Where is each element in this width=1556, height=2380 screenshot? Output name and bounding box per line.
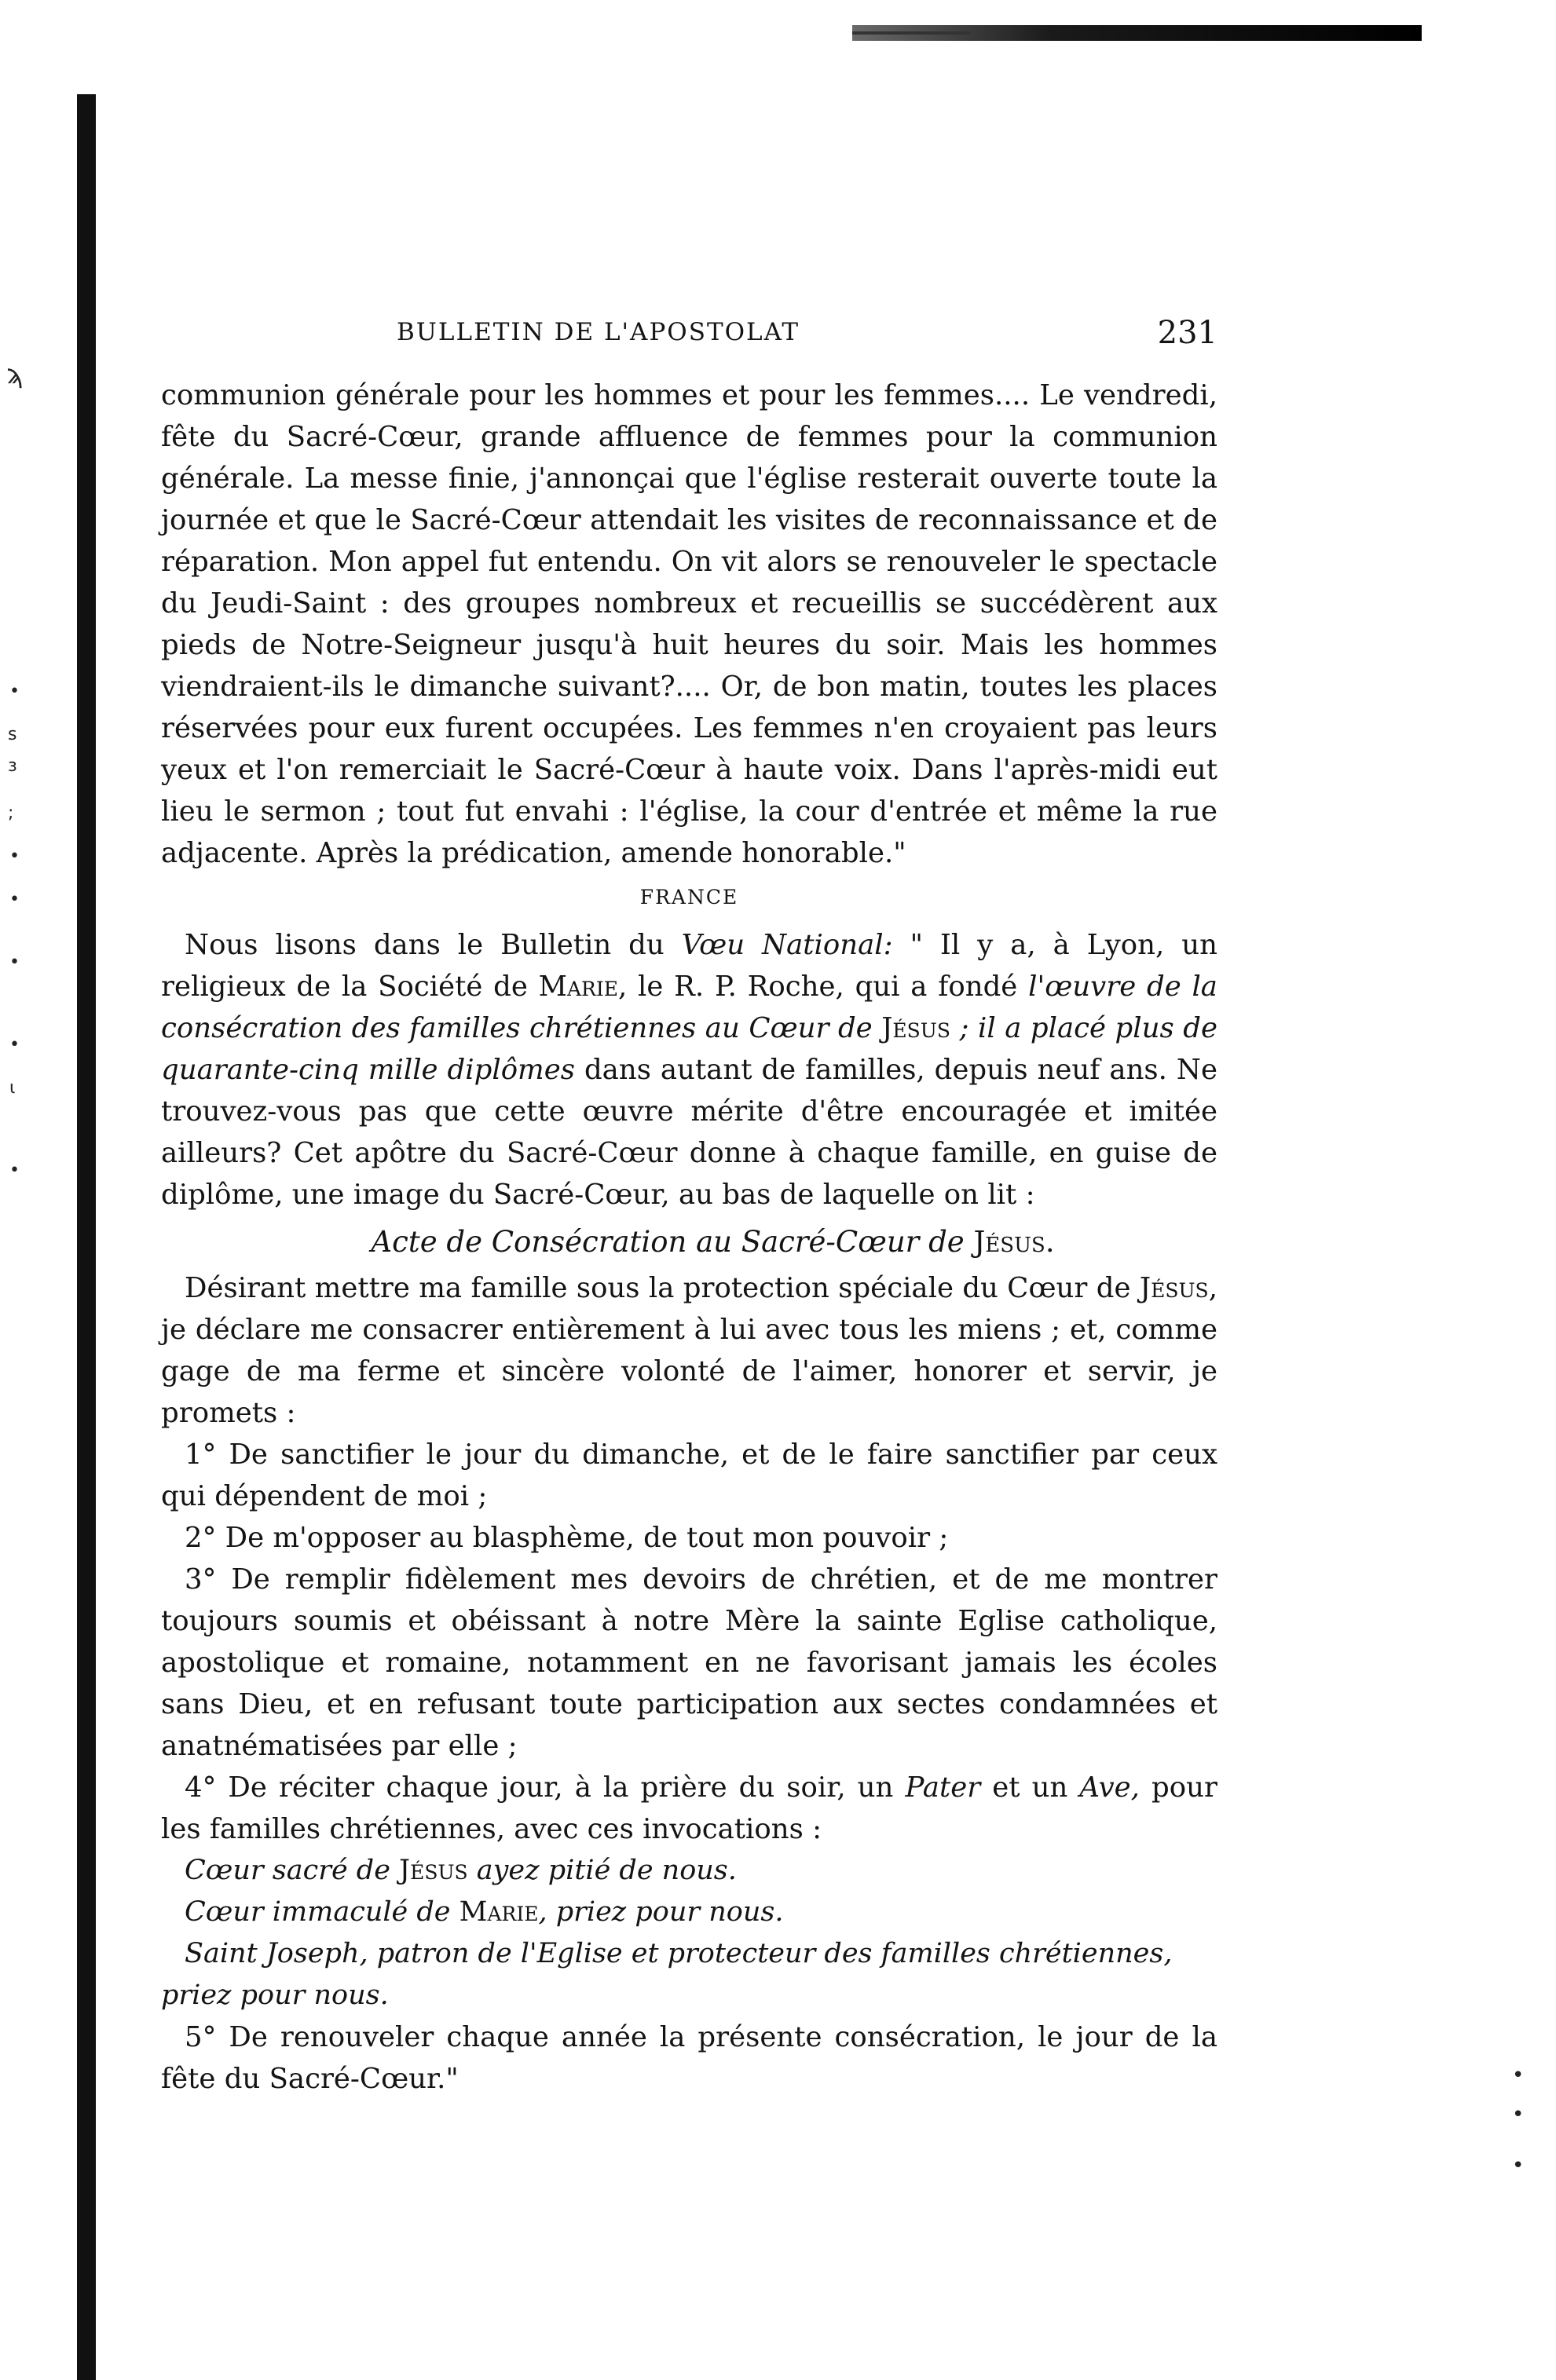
margin-mark: • [9,846,20,866]
text-run: ayez pitié de nous. [476,1855,737,1886]
right-margin-mark: • [1512,2154,1525,2177]
margin-glyph: ϡ [6,359,24,390]
italic-run: Vœu National: [681,929,893,961]
promise-item-3: 3° De remplir fidèlement mes devoirs de chrétien, et de me montrer toujours soumis et obéissant à notre Mère la sainte Eglise catholique, apostolique et romaine, notamment en ne favorisant jamais les écoles sans Dieu, et en refusant toute participation aux sectes condamnées et anatnématisées par elle ; [161,1563,1217,1762]
margin-mark: ι [9,1078,16,1098]
text-run: , je déclare me consacrer entièrement à lui avec tous les miens ; et, comme gage de ma ferme et sincère volonté de l'aimer, honorer et servir, je promets : [161,1272,1217,1429]
margin-mark: • [9,890,20,909]
text-run: Désirant mettre ma famille sous la protection spéciale du Cœur de [185,1272,1131,1304]
small-caps-run: Jésus [1139,1272,1209,1304]
paragraph-consecration-intro [161,1267,1217,1434]
top-edge-rule-thin [852,31,970,35]
text-run: , priez pour nous. [538,1896,784,1928]
act-title [208,1219,1217,1266]
promise-item-5: 5° De renouveler chaque année la présente consécration, le jour de la fête du Sacré-Cœur." [161,2021,1217,2095]
paragraph-france [161,924,1217,1216]
invocation-1 [161,1850,1217,1892]
italic-run: Ave, [1079,1771,1140,1804]
margin-mark: ɜ [8,756,17,776]
promise-item-2: 2° De m'opposer au blasphème, de tout mon pouvoir ; [185,1522,949,1554]
text-run: Cœur sacré de [185,1855,390,1886]
small-caps-run: Marie [538,971,619,1003]
text-run: Cœur immaculé de [185,1896,451,1928]
text-run: Nous lisons dans le Bulletin du [185,929,665,961]
small-caps-run: Jésus [399,1855,468,1886]
running-title: BULLETIN DE L'APOSTOLAT [397,318,800,346]
margin-mark: • [9,1161,20,1180]
right-margin-mark: • [1512,2064,1525,2087]
invocation-2 [161,1892,1217,1933]
margin-mark: • [9,1035,20,1055]
text-run: pour les familles chrétiennes, avec ces invocations : [161,1771,1217,1845]
paragraph-communion: communion générale pour les hommes et pour les femmes.... Le vendredi, fête du Sacré-Cœur, grande affluence de femmes pour la communion générale. La messe finie, j'annonçai que l'église resterait ouverte toute la journée et que le Sacré-Cœur attendait les visites de reconnaissance et de réparation. Mon appel fut entendu. On vit alors se renouveler le spectacle du Jeudi-Saint : des groupes nombreux et recueillis se succédèrent aux pieds de Notre-Seigneur jusqu'à huit heures du soir. Mais les hommes viendraient-ils le dimanche suivant?.... Or, de bon matin, toutes les places réservées pour eux furent occupées. Les femmes n'en croyaient pas leurs yeux et l'on remerciait le Sacré-Cœur à haute voix. Dans l'après-midi eut lieu le sermon ; tout fut envahi : l'église, la cour d'entrée et même la rue adjacente. Après la prédication, amende honorable." [161,379,1217,869]
promise-item-4 [161,1767,1217,1850]
section-heading-france: FRANCE [639,886,739,908]
italic-run: ; il a placé plus de quarante-cinq mille diplômes [161,1012,1217,1086]
act-title-jesus: Jésus. [973,1225,1055,1259]
text-run: , le R. P. Roche, qui a fondé [618,971,1018,1003]
invocation-3-continued: priez pour nous. [161,1980,389,2011]
left-margin-marks [0,0,71,2380]
small-caps-run: Marie [459,1896,539,1928]
right-margin-mark: • [1512,2103,1525,2126]
book-page [161,310,1217,2100]
page-number: 231 [1157,315,1217,351]
italic-run: l'œuvre de la consécration des familles chrétiennes au Cœur de [161,971,1217,1044]
invocation-3: Saint Joseph, patron de l'Eglise et protecteur des familles chrétiennes, [185,1938,1173,1969]
running-head [161,310,1217,357]
text-run: et un [992,1771,1068,1804]
margin-mark: • [9,952,20,972]
promise-item-1: 1° De sanctifier le jour du dimanche, et de le faire sanctifier par ceux qui dépendent de moi ; [161,1439,1217,1512]
text-run: 4° De réciter chaque jour, à la prière du soir, un [185,1771,894,1804]
margin-mark: • [9,682,20,701]
italic-run: Pater [905,1771,981,1804]
binding-shadow [77,94,96,2380]
margin-mark: ; [8,803,14,823]
act-title-text: Acte de Consécration au Sacré-Cœur de [371,1225,965,1259]
small-caps-run: Jésus [881,1012,951,1044]
text-run: dans autant de familles, depuis neuf ans. Ne trouvez-vous pas que cette œuvre mérite d'être encouragée et imitée ailleurs? Cet apôtre du Sacré-Cœur donne à chaque famille, en guise de diplôme, une image du Sacré-Cœur, au bas de laquelle on lit : [161,1054,1217,1211]
margin-mark: s [8,725,17,744]
text-run: " Il y a, à Lyon, un religieux de la Société de [161,929,1217,1003]
